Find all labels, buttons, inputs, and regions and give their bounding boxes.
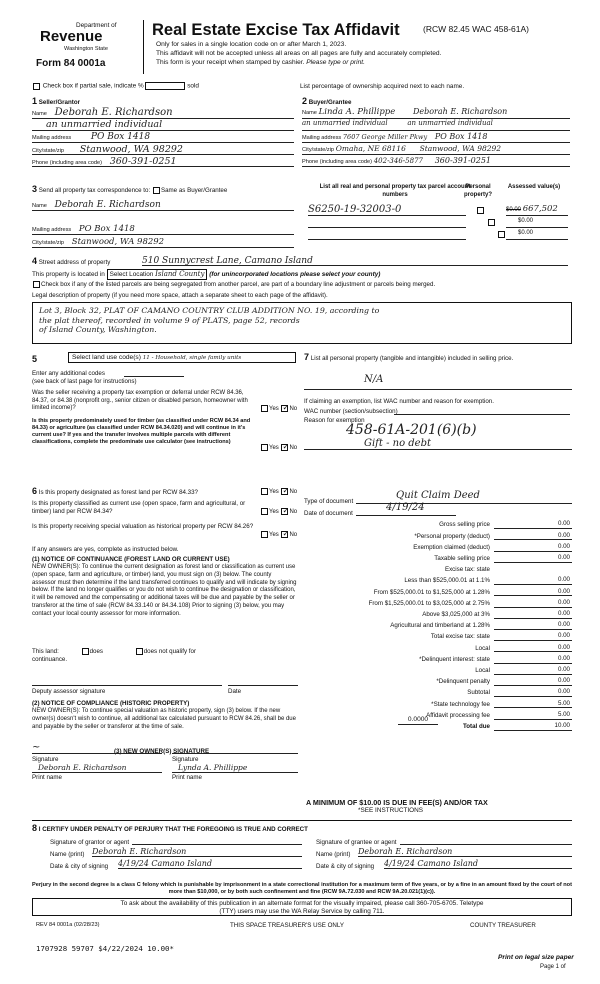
assessed-value-header: Assessed value(s) — [507, 184, 561, 190]
buyer-city-field[interactable]: City/state/zip Omaha, NE 68116 Stanwood, WA 98292 — [302, 144, 570, 155]
tax-row-label: *Delinquent interest: state — [419, 655, 490, 663]
tax-row-value[interactable]: 0.00 — [494, 632, 572, 641]
tax-row-value[interactable]: 0.00 — [494, 621, 572, 630]
tax-table — [282, 518, 572, 768]
seller-name: Deborah E. Richardson — [54, 107, 173, 118]
tax-row — [282, 585, 572, 596]
tax-row-value[interactable]: 0.00 — [494, 610, 572, 619]
section-7: 7 List all personal property (tangible and intangible) included in selling price. N/A If claiming an exemption, list WAC number and reason for exemption. WAC number (section/subsection) Reason for exemption 458-61A-201(6)(b) Gift - no debt Type of document Quit Claim Deed Date of document 4/19/24 — [304, 352, 572, 512]
correspondence-city-field[interactable]: City/state/zip Stanwood, WA 98292 — [32, 237, 294, 248]
partial-sale-row: Check box if partial sale, indicate % sold — [32, 82, 199, 91]
treasurer-use-label: THIS SPACE TREASURER'S USE ONLY — [230, 922, 344, 929]
form-rcw: (RCW 82.45 WAC 458-61A) — [423, 24, 529, 34]
grantor-name-print-field[interactable]: Deborah E. Richardson — [92, 847, 302, 857]
location-select[interactable]: Select Location Island County — [107, 269, 208, 280]
page-number: Page 1 of — [540, 964, 566, 970]
tax-row-value[interactable]: 5.00 — [494, 711, 572, 720]
tax-row — [282, 563, 572, 574]
current-use-no-checkbox[interactable] — [281, 508, 288, 515]
ada-notice: To ask about the availability of this publication in an alternate format for the visually impaired, please call 360-705-6705. Teletype (TTY) users may use the WA Relay Service by calling 711. — [32, 898, 572, 916]
tax-row-label: Total excise tax: state — [430, 633, 490, 641]
correspondence-name-field[interactable]: Name Deborah E. Richardson — [32, 200, 294, 211]
personal-property-checkbox-2[interactable] — [488, 219, 495, 226]
ownership-note: List percentage of ownership acquired next to each name. — [300, 83, 465, 90]
section-3: 3 Send all property tax correspondence to: Same as Buyer/Grantee Name Deborah E. Richardson Mailing address PO Box 1418 City/state/zip Stanwood, WA 98292 List all real and personal property tax parcel account numbers Personal property? Assessed value(s) S6250-19-32003-0 $0.00 667,502 $0.00 $0.00 — [32, 184, 572, 254]
header-line3: This form is your receipt when stamped by cashier. Please type or print. — [156, 59, 365, 66]
tax-row-label: Gross selling price — [439, 521, 490, 529]
tax-row-value[interactable]: 0.00 — [494, 599, 572, 608]
tax-row-value[interactable]: 0.00 — [494, 588, 572, 597]
partial-sale-checkbox[interactable] — [33, 83, 40, 90]
tax-row — [282, 552, 572, 563]
assessed-value-3[interactable]: $0.00 — [506, 230, 568, 240]
tax-row — [282, 630, 572, 641]
tax-row — [282, 641, 572, 652]
current-use-yes-checkbox[interactable] — [261, 508, 268, 515]
timber-yes-checkbox[interactable] — [261, 444, 268, 451]
personal-property-header: Personal property? — [463, 184, 492, 198]
tax-row — [282, 596, 572, 607]
legal-description-box[interactable]: Lot 3, Block 32, PLAT OF CAMANO COUNTRY CLUB ADDITION NO. 19, according to the plat thereof, recorded in volume 9 of PLATS, page 52, records of Island County, Washington. — [32, 302, 572, 344]
tax-row-value[interactable]: 0.00 — [494, 688, 572, 697]
exemption-reason-field[interactable] — [304, 440, 572, 450]
grantee-name-print-field[interactable]: Deborah E. Richardson — [358, 847, 572, 857]
tax-row-label: Taxable selling price — [434, 555, 490, 563]
historic-yes-checkbox[interactable] — [261, 531, 268, 538]
document-type-field[interactable]: Quit Claim Deed — [356, 490, 572, 504]
tax-row-label: Subtotal — [467, 689, 490, 697]
wac-number-field[interactable] — [394, 408, 570, 415]
same-as-buyer-checkbox[interactable] — [153, 187, 160, 194]
tax-row — [282, 608, 572, 619]
header-line2: This affidavit will not be accepted unless all areas on all pages are fully and accurately completed. — [156, 50, 442, 57]
personal-property-checkbox-1[interactable] — [477, 207, 484, 214]
county-treasurer-label: COUNTY TREASURER — [470, 922, 536, 929]
tax-row — [282, 686, 572, 697]
tax-row — [282, 675, 572, 686]
deputy-assessor-signature-field[interactable] — [32, 678, 222, 686]
buyer-name-field[interactable]: Name Linda A. Phillippe Deborah E. Richardson — [302, 107, 570, 119]
tax-row-value[interactable]: 0.00 — [494, 554, 572, 563]
local-rate-field[interactable]: 0.0000 — [398, 716, 438, 725]
tax-row-value[interactable]: 0.00 — [494, 520, 572, 529]
parcel-row-2[interactable] — [308, 218, 466, 228]
header-line1: Only for sales in a single location code on or after March 1, 2023. — [156, 41, 347, 48]
new-owner-signature-2[interactable] — [172, 742, 298, 754]
tax-row-label: *State technology fee — [431, 700, 490, 708]
tax-row-label: *Personal property (deduct) — [414, 532, 490, 540]
revision-label: REV 84 0001a (02/28/23) — [36, 922, 100, 928]
perjury-warning: Perjury in the second degree is a class C felony which is punishable by imprisonment in a state correctional institution for a maximum term of five years, or by a fine in an amount fixed by the court of not more than $10,000, or by both such confinement and fine (RCW 9A.72.030 and RCW 9A.20.021(1)(c)). — [32, 882, 572, 895]
exemption-reason-value: Gift - no debt — [364, 438, 432, 449]
exemption-no-checkbox[interactable] — [281, 405, 288, 412]
grantee-signature-field[interactable] — [400, 835, 572, 845]
tax-row — [282, 664, 572, 675]
parcel-header: List all real and personal property tax parcel account numbers — [319, 184, 471, 198]
grantor-date-city-field[interactable]: 4/19/24 Camano Island — [118, 859, 302, 869]
tax-row-label: From $525,000.01 to $1,525,000 at 1.28% — [373, 588, 490, 596]
partial-sale-pct-input[interactable] — [145, 82, 185, 90]
new-owner-print-2[interactable]: Lynda A. Phillippe — [172, 763, 298, 773]
tax-row-value[interactable]: 0.00 — [494, 666, 572, 675]
property-street-field[interactable]: 510 Sunnycrest Lane, Camano Island — [142, 256, 568, 266]
tax-row-label: *Delinquent penalty — [436, 678, 490, 686]
section-2: 2 Buyer/Grantee Name Linda A. Phillippe Deborah E. Richardson an unmarried individual an unmarried individual Mailing address 7607 George Miller Pkwy PO Box 1418 City/state/zip Omaha, NE 68116 Stanwood, WA 98292 Phone (including area code) 402-346-5877 360-391-0251 — [302, 96, 570, 178]
dept-logo-box — [32, 20, 144, 74]
print-legal-note: Print on legal size paper — [498, 954, 574, 961]
seller-name-field[interactable]: Name Deborah E. Richardson — [32, 107, 294, 119]
grantee-date-city-field[interactable]: 4/19/24 Camano Island — [384, 859, 572, 869]
tax-row-label: Total due — [462, 723, 490, 731]
tax-row-label: Less than $525,000.01 at 1.1% — [404, 577, 490, 585]
tax-row-label: Local — [475, 644, 490, 652]
wac-number-value: 458-61A-201(6)(b) — [346, 422, 477, 438]
land-does-not-checkbox[interactable] — [136, 648, 143, 655]
parcel-row-3[interactable] — [308, 230, 466, 240]
form-title: Real Estate Excise Tax Affidavit — [152, 21, 400, 39]
tax-row-label: From $1,525,000.01 to $3,025,000 at 2.75% — [368, 599, 490, 607]
grantor-signature-field[interactable] — [132, 835, 302, 845]
tax-row-label: Agricultural and timberland at 1.28% — [390, 622, 490, 630]
tax-row-value[interactable]: 0.00 — [494, 655, 572, 664]
correspondence-mailing-field[interactable]: Mailing address PO Box 1418 — [32, 224, 294, 235]
tax-row-label: Affidavit processing fee — [426, 711, 490, 719]
dept-revenue: Revenue — [40, 28, 103, 45]
section-6: 6 Is this property designated as forest land per RCW 84.33? Yes ✓ No Is this property classified as current use (open space, farm and agricultural, or timber) land per RCW 84.34? Yes ✓ No Is this property receiving special valuation as historical property per RCW 84.26? Yes ✓ No If any answers are yes, complete as instructed below. (1) NOTICE OF CONTINUANCE (FOREST LAND OR CURRENT USE) NEW OWNER(S): To continue the current designation as forest land or classification as current use (open space, farm and agriculture, or timber) land, you must sign on (3) below. The county assessor must then determine if the land transferred continues to qualify and will indicate by signing below. If the land no longer qualifies or you do not wish to continue the designation or classification, it will be removed and the compensating or additional taxes will be due and payable by the seller or transferor at the time of sale (RCW 84.33.140 or 84.34.108) Prior to signing (3) below, you may contact your local county assessor for more information. This land: does does not qualify for continuance. Deputy assessor signature Date (2) NOTICE OF COMPLIANCE (HISTORIC PROPERTY) NEW OWNER(S): To continue special valuation as historic property, sign (3) below. If the new owner(s) doesn't wish to continue, all additional tax calculated pursuant to RCW 84.26, shall be due and payable by the seller or transferor at the time of sale. (3) NEW OWNER(S) SIGNATURE ~ Signature Signature Deborah E. Richardson Lynda A. Phillippe Print name Print name — [32, 486, 304, 786]
see-instructions-note: *SEE INSTRUCTIONS — [358, 807, 423, 814]
tax-row — [282, 619, 572, 630]
section-1: 1 Seller/Grantor Name Deborah E. Richardson an unmarried individual Mailing address PO Box 1418 City/state/zip Stanwood, WA 98292 Phone (including area code) 360-391-0251 — [32, 96, 297, 178]
exemption-yes-checkbox[interactable] — [261, 405, 268, 412]
dept-line1: Department of — [76, 22, 117, 29]
seller-phone-field[interactable]: Phone (including area code) 360-391-0251 — [32, 156, 294, 167]
land-does-checkbox[interactable] — [82, 648, 89, 655]
tax-row-value[interactable]: 0.00 — [494, 532, 572, 541]
minimum-fee-note: A MINIMUM OF $10.00 IS DUE IN FEE(S) AND/OR TAX — [306, 798, 488, 807]
tax-row-label: Exemption claimed (deduct) — [413, 543, 490, 551]
section-4: 4 Street address of property 510 Sunnycrest Lane, Camano Island This property is located in Select Location Island County (for unincorporated locations please select your county) Check box if any of the listed parcels are being segregated from another parcel, are part of a boundary line adjustment or parcels being merged. Legal description of property (if you need more space, attach a separate sheet to each page of the affidavit). Lot 3, Block 32, PLAT OF CAMANO COUNTRY CLUB ADDITION NO. 19, according to the plat thereof, recorded in volume 9 of PLATS, page 52, records of Island County, Washington. — [32, 256, 572, 346]
additional-codes-field[interactable] — [124, 370, 184, 377]
boundary-checkbox[interactable] — [33, 281, 40, 288]
buyer-phone-field[interactable]: Phone (including area code) 402-346-5877 360-391-0251 — [302, 156, 570, 167]
tax-row — [282, 652, 572, 663]
parcel-row-1[interactable]: S6250-19-32003-0 — [308, 204, 466, 216]
personal-property-checkbox-3[interactable] — [498, 231, 505, 238]
tax-row-value[interactable]: 5.00 — [494, 700, 572, 709]
buyer-mailing-field[interactable]: Mailing address 7607 George Miller Pkwy PO Box 1418 — [302, 132, 570, 143]
new-owner-print-1[interactable]: Deborah E. Richardson — [32, 763, 162, 773]
land-use-select[interactable]: Select land use code(s) 11 - Household, single family units — [68, 352, 296, 363]
tax-row — [282, 518, 572, 529]
tax-row-label: Local — [475, 667, 490, 675]
document-date-field[interactable]: 4/19/24 — [356, 502, 456, 516]
assessed-value-2[interactable]: $0.00 — [506, 218, 568, 228]
cashier-stamp: 1707928 59707 $4/22/2024 10.00* — [36, 944, 174, 953]
tax-row — [282, 574, 572, 585]
tax-row — [282, 529, 572, 540]
tax-row-value[interactable]: 0.00 — [494, 576, 572, 585]
seller-city-field[interactable]: City/state/zip Stanwood, WA 98292 — [32, 144, 294, 155]
timber-no-checkbox[interactable] — [281, 444, 288, 451]
tax-row-value[interactable]: 0.00 — [494, 543, 572, 552]
seller-name2-field[interactable]: an unmarried individual — [32, 119, 294, 131]
form-number: Form 84 0001a — [36, 58, 106, 69]
tax-row-value[interactable]: 0.00 — [494, 677, 572, 686]
tax-row-label: Excise tax: state — [444, 566, 490, 574]
section-5: 5 Select land use code(s) 11 - Household, single family units Enter any additional codes (see back of last page for instructions) Was the seller receiving a property tax exemption or deferral under RCW 84.36, 84.37, or 84.38 (nonprofit org., senior citizen or disabled person, homeowner with limited income)? Yes ✓ No Is this property predominately used for timber (as classified under RCW 84.34 and 84.33) or agriculture (as classified under RCW 84.34.020) and will continue in it's current use? If yes and the transfer involves multiple parcels with different classifications, complete the predominate use calculator (see instructions) Yes ✓ No — [32, 352, 304, 478]
section-8: 8 I CERTIFY UNDER PENALTY OF PERJURY THAT THE FOREGOING IS TRUE AND CORRECT Signature of grantor or agent Name (print) Deborah E. Richardson Date & city of signing 4/19/24 Camano Island Signature of grantee or agent Name (print) Deborah E. Richardson Date & city of signing 4/19/24 Camano Island — [32, 820, 572, 878]
tax-row — [282, 697, 572, 708]
tax-row-value[interactable]: 10.00 — [494, 722, 572, 731]
forest-no-checkbox[interactable] — [281, 488, 288, 495]
tax-row-label: Above $3,025,000 at 3% — [422, 611, 490, 619]
tax-row — [282, 540, 572, 551]
new-owner-signature-1[interactable]: ~ — [32, 742, 162, 754]
legal-description-label: Legal description of property (if you need more space, attach a separate sheet to each page of the affidavit). — [32, 292, 328, 299]
assessed-value-1[interactable]: $0.00 667,502 — [506, 204, 568, 216]
forest-yes-checkbox[interactable] — [261, 488, 268, 495]
tax-row-value[interactable]: 0.00 — [494, 644, 572, 653]
seller-mailing-field[interactable]: Mailing address PO Box 1418 — [32, 132, 294, 143]
buyer-name2-field[interactable]: an unmarried individual an unmarried individual — [302, 119, 570, 131]
dept-line3: Washington State — [64, 46, 108, 52]
personal-property-field[interactable]: N/A — [304, 374, 572, 390]
